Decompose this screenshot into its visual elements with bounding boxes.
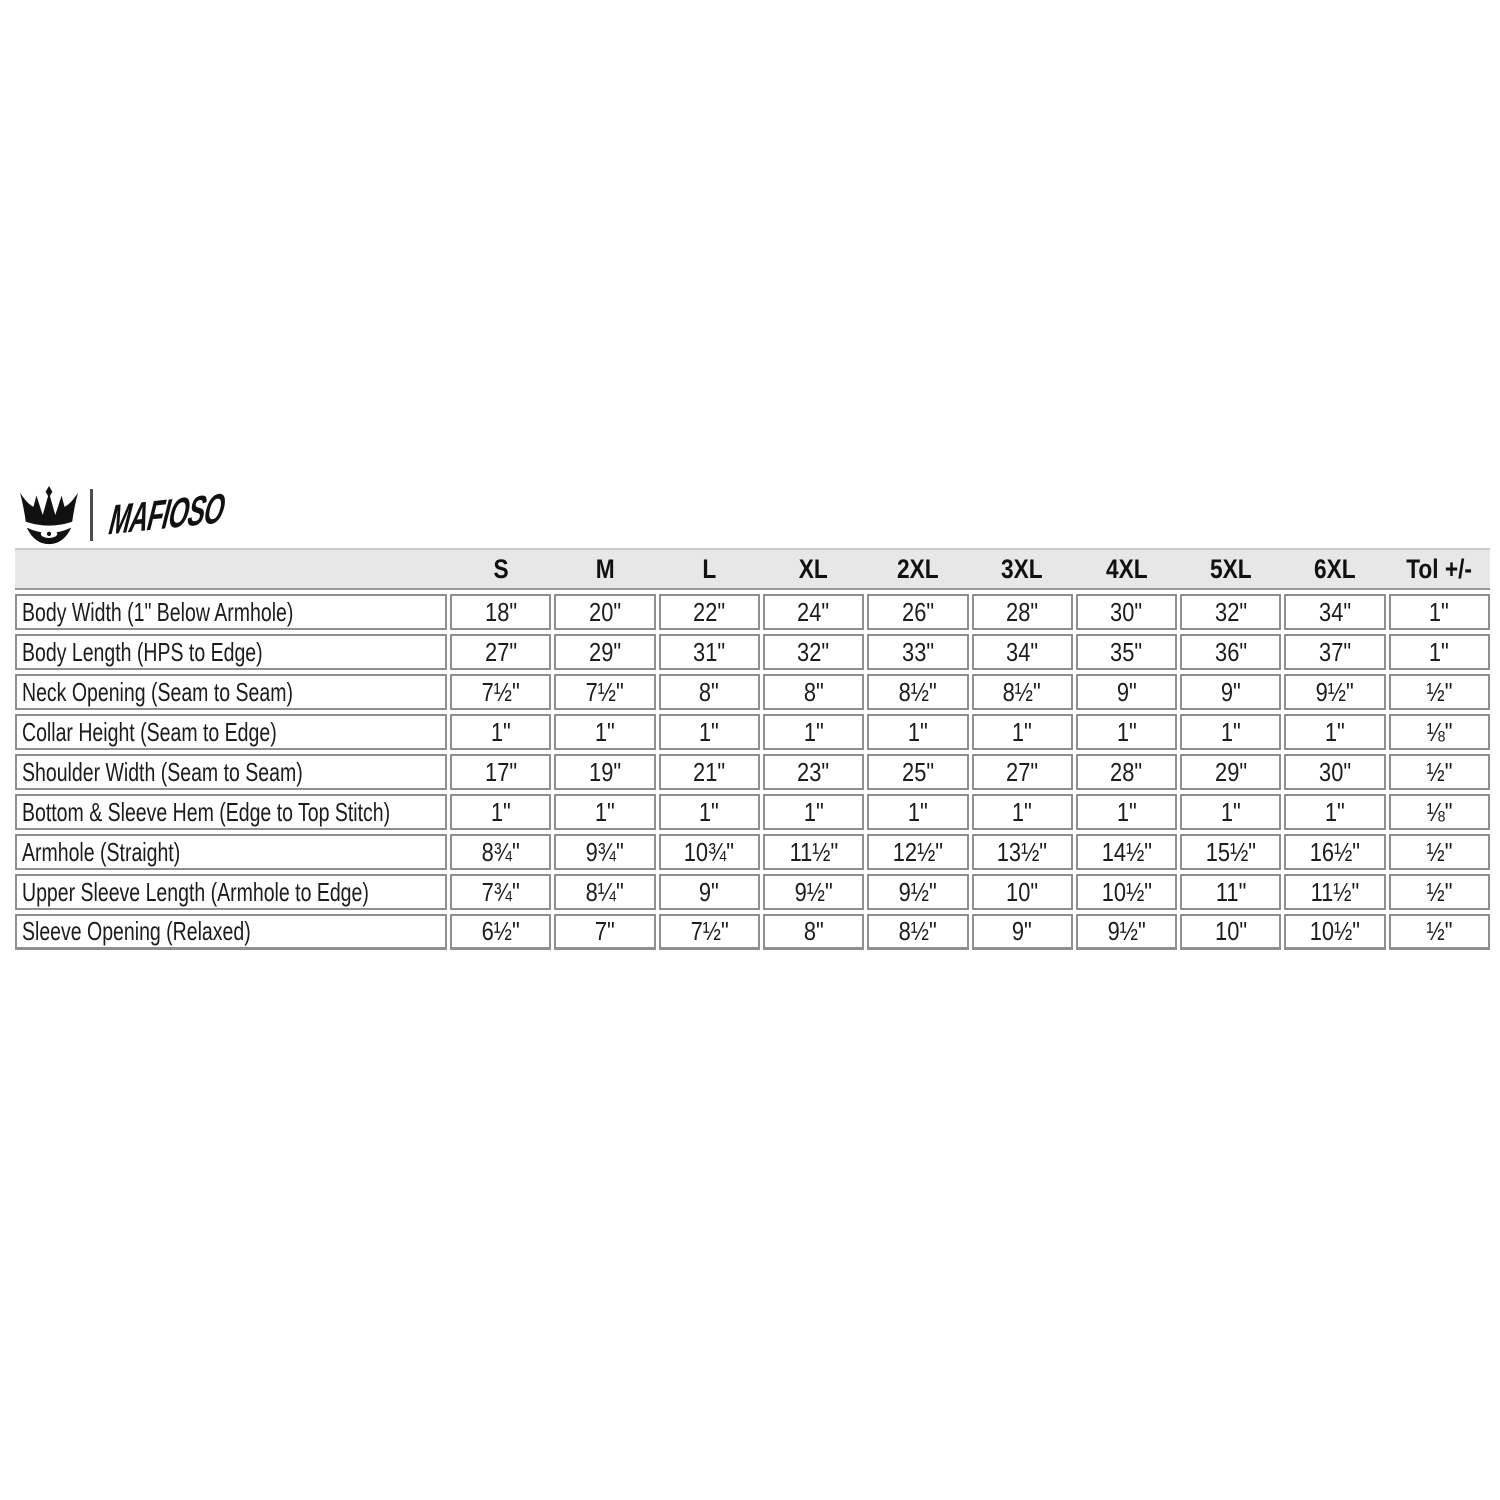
row-label-text: Body Length (HPS to Edge) [22,636,263,667]
column-header-text: 2XL [897,553,939,584]
value-cell [450,754,551,790]
column-header-4xl [1076,554,1177,585]
table-row [15,634,1490,670]
value-cell [450,794,551,830]
value-cell [1076,594,1177,630]
value-cell [1076,754,1177,790]
value-cell [1284,714,1385,750]
column-header-l [659,554,760,585]
row-label-text: Armhole (Straight) [22,836,181,867]
value-cell [867,634,968,670]
value-cell [554,674,655,710]
value-cell [1076,714,1177,750]
value-cell [763,794,864,830]
table-row [15,834,1490,870]
value-text: 1" [1220,716,1241,747]
value-cell [450,594,551,630]
value-cell [659,634,760,670]
value-cell [554,794,655,830]
value-text: 8" [803,916,824,946]
column-header-3xl [972,554,1073,585]
value-cell [1389,754,1490,790]
value-text: 21" [693,756,726,787]
value-cell [972,674,1073,710]
value-text: 11" [1215,876,1246,907]
value-cell [1076,834,1177,870]
table-body [15,594,1490,950]
value-text: 14½" [1101,836,1152,867]
value-cell [1284,674,1385,710]
value-text: 11½" [1310,876,1360,907]
column-header-2xl [867,554,968,585]
value-cell [1389,714,1490,750]
column-header-m [554,554,655,585]
column-header-tol- [1389,554,1490,585]
value-text: 15½" [1205,836,1256,867]
value-cell [659,674,760,710]
value-cell [1284,874,1385,910]
table-row [15,794,1490,830]
brand-wordmark: MAFIOSO [104,483,231,544]
value-cell [763,594,864,630]
value-text: ½" [1426,916,1453,946]
value-cell [1389,794,1490,830]
value-text: ½" [1426,676,1453,707]
value-text: 1" [1116,796,1137,827]
value-cell [450,874,551,910]
value-text: 36" [1214,636,1247,667]
value-cell [1284,754,1385,790]
value-text: 24" [797,596,830,627]
size-chart-table [15,548,1490,950]
value-cell [1180,874,1281,910]
value-text: 37" [1319,636,1352,667]
column-header-text: XL [799,553,829,584]
value-cell [659,714,760,750]
value-cell [450,714,551,750]
value-text: 1" [803,796,824,827]
value-text: 29" [1214,756,1247,787]
value-text: 34" [1319,596,1352,627]
value-text: 34" [1006,636,1039,667]
value-text: 29" [588,636,621,667]
value-text: 9½" [898,876,937,907]
value-text: 27" [484,636,517,667]
value-text: 9¾" [585,836,624,867]
row-label-text: Collar Height (Seam to Edge) [22,716,277,747]
value-text: 7½" [481,676,520,707]
crown-eye-icon [18,486,80,546]
column-header-s [450,554,551,585]
value-text: 23" [797,756,830,787]
value-cell [1284,834,1385,870]
value-text: 9" [1220,676,1241,707]
value-text: 9" [699,876,720,907]
value-text: 1" [1116,716,1137,747]
value-cell [554,634,655,670]
value-text: 1" [1429,596,1450,627]
value-text: 1" [699,716,720,747]
column-header-text: L [702,553,717,584]
value-cell [972,834,1073,870]
row-label-cell [15,914,447,950]
value-cell [972,634,1073,670]
value-cell [972,874,1073,910]
value-text: 9" [1012,916,1033,946]
value-cell [450,914,551,950]
table-header-row [15,548,1490,590]
table-row [15,714,1490,750]
value-text: 1" [594,716,615,747]
value-cell [1180,834,1281,870]
value-cell [1180,794,1281,830]
value-text: 1" [1012,716,1033,747]
table-row [15,594,1490,630]
value-text: 26" [901,596,934,627]
value-text: 10½" [1309,916,1361,946]
value-cell [1076,794,1177,830]
value-text: 9½" [1315,676,1355,707]
row-label-text: Bottom & Sleeve Hem (Edge to Top Stitch) [22,796,391,827]
row-label-text: Upper Sleeve Length (Armhole to Edge) [22,876,369,907]
value-text: 9" [1116,676,1137,707]
value-text: 10" [1214,916,1247,946]
value-text: 10¾" [684,836,735,867]
value-text: ½" [1426,756,1453,787]
value-cell [659,874,760,910]
table-row [15,754,1490,790]
value-cell [867,674,968,710]
value-text: 27" [1006,756,1039,787]
column-header-text: S [493,553,509,584]
value-text: 16½" [1309,836,1361,867]
value-cell [763,634,864,670]
value-cell [659,794,760,830]
value-cell [867,594,968,630]
value-text: 20" [588,596,621,627]
value-cell [972,794,1073,830]
value-text: 1" [1325,716,1345,747]
value-cell [763,714,864,750]
value-text: 1" [907,796,928,827]
value-cell [1389,874,1490,910]
value-cell [1180,674,1281,710]
value-text: 8½" [898,916,937,946]
value-cell [763,834,864,870]
logo-divider [90,489,93,541]
value-cell [1076,634,1177,670]
row-label-cell [15,594,447,630]
value-text: 8½" [1003,676,1042,707]
value-cell [1284,594,1385,630]
value-text: 7½" [690,916,729,946]
value-text: ½" [1426,836,1453,867]
value-text: 1" [907,716,928,747]
value-cell [1180,754,1281,790]
value-text: 1" [490,796,511,827]
value-cell [763,874,864,910]
value-text: 1" [594,796,615,827]
value-cell [972,714,1073,750]
column-header-text: 4XL [1105,553,1148,584]
row-label-text: Body Width (1" Below Armhole) [22,596,294,627]
value-text: 10" [1006,876,1039,907]
value-text: 22" [693,596,726,627]
value-cell [659,594,760,630]
row-label-cell [15,714,447,750]
value-cell [554,714,655,750]
value-text: 1" [490,716,511,747]
value-cell [554,914,655,950]
value-text: 17" [484,756,517,787]
row-label-cell [15,674,447,710]
brand-logo [18,483,252,548]
value-cell [763,674,864,710]
value-text: 18" [484,596,517,627]
value-text: 8¾" [481,836,520,867]
table-row [15,914,1490,950]
value-text: 1" [1325,796,1345,827]
value-text: 1" [1012,796,1033,827]
value-cell [1180,634,1281,670]
value-cell [659,754,760,790]
value-text: 30" [1319,756,1352,787]
value-cell [1389,914,1490,950]
column-header-xl [763,554,864,585]
value-text: 6½" [481,916,520,946]
value-cell [554,594,655,630]
value-cell [1076,914,1177,950]
value-text: 32" [797,636,830,667]
value-cell [1076,674,1177,710]
value-text: 7½" [585,676,624,707]
value-cell [554,874,655,910]
value-cell [450,634,551,670]
row-label-cell [15,754,447,790]
value-text: 9½" [1107,916,1146,946]
value-cell [867,714,968,750]
value-text: 13½" [997,836,1048,867]
value-text: 8½" [898,676,937,707]
column-header-5xl [1180,554,1281,585]
value-text: 1" [803,716,824,747]
value-cell [972,594,1073,630]
table-row [15,874,1490,910]
value-cell [1180,914,1281,950]
column-header-6xl [1284,554,1385,585]
value-cell [554,834,655,870]
value-cell [763,914,864,950]
value-text: 1" [1220,796,1241,827]
value-cell [867,914,968,950]
value-cell [1284,914,1385,950]
value-cell [763,754,864,790]
value-cell [1389,594,1490,630]
row-label-cell [15,794,447,830]
value-text: 19" [588,756,621,787]
row-label-cell [15,634,447,670]
value-text: 25" [901,756,934,787]
row-label-text: Sleeve Opening (Relaxed) [22,916,251,946]
column-header-text: 6XL [1314,553,1356,584]
row-label-text: Neck Opening (Seam to Seam) [22,676,293,707]
value-cell [867,794,968,830]
column-header-text: 3XL [1001,553,1043,584]
value-cell [867,874,968,910]
value-cell [972,914,1073,950]
value-cell [659,834,760,870]
value-text: 11½" [789,836,838,867]
row-label-cell [15,834,447,870]
value-text: ⅛" [1426,796,1453,827]
value-text: 28" [1006,596,1039,627]
value-text: 9½" [794,876,833,907]
value-text: 33" [901,636,934,667]
value-text: 7" [594,916,615,946]
row-label-text: Shoulder Width (Seam to Seam) [22,756,303,787]
value-cell [1076,874,1177,910]
value-text: ½" [1426,876,1453,907]
value-cell [554,754,655,790]
column-header-text: M [595,553,615,584]
value-text: 1" [1429,636,1450,667]
value-text: 31" [693,636,726,667]
value-text: 8¼" [585,876,624,907]
column-header-text: 5XL [1209,553,1252,584]
value-cell [659,914,760,950]
value-cell [1389,634,1490,670]
value-cell [867,834,968,870]
value-text: 10½" [1101,876,1152,907]
value-text: 8" [803,676,824,707]
value-cell [1180,594,1281,630]
value-cell [972,754,1073,790]
value-text: 7¾" [481,876,520,907]
value-text: 32" [1214,596,1247,627]
value-cell [1389,834,1490,870]
value-text: ⅛" [1426,716,1453,747]
value-cell [1284,794,1385,830]
value-text: 35" [1110,636,1143,667]
value-cell [1284,634,1385,670]
row-label-cell [15,874,447,910]
table-row [15,674,1490,710]
value-text: 28" [1110,756,1143,787]
value-text: 8" [699,676,720,707]
value-cell [1180,714,1281,750]
value-text: 1" [699,796,720,827]
value-cell [867,754,968,790]
value-text: 30" [1110,596,1143,627]
value-cell [1389,674,1490,710]
value-cell [450,674,551,710]
value-text: 12½" [892,836,943,867]
column-header-text: Tol +/- [1406,553,1473,584]
value-cell [450,834,551,870]
